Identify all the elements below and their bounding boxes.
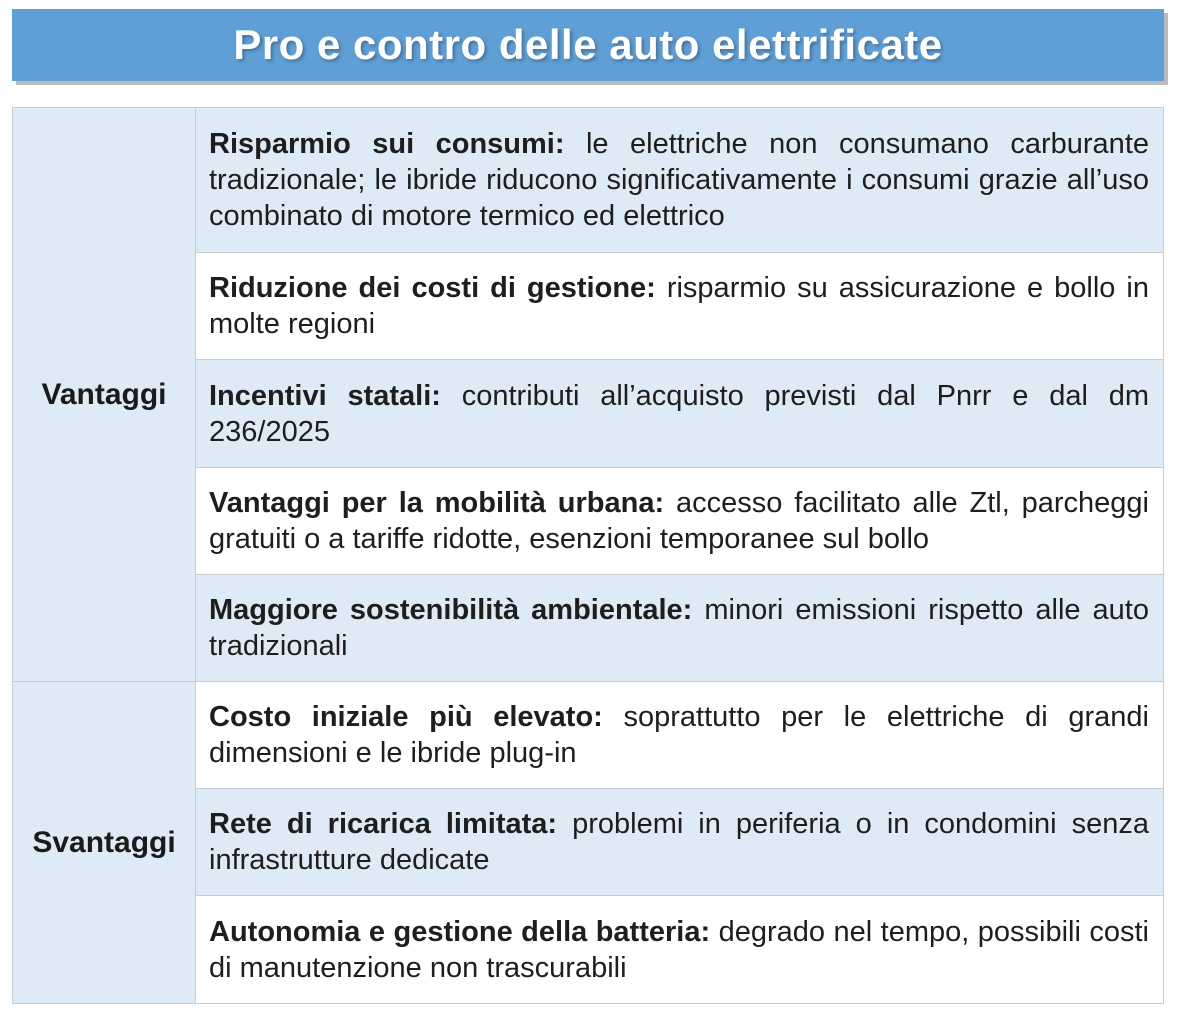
item-term: Incentivi statali:: [209, 379, 441, 412]
item-text: degrado nel tempo, possibili costi di manutenzione non trascurabili: [209, 915, 1150, 984]
item-term: Autonomia e gestione della batteria:: [209, 915, 711, 948]
item-text: minori emissioni rispetto alle auto tradizionali: [209, 594, 1149, 662]
table-row: [13, 682, 1164, 789]
con-item: [196, 682, 1164, 789]
con-item: [196, 896, 1164, 1004]
category-vantaggi: Vantaggi: [13, 108, 196, 682]
pros-cons-table: [12, 107, 1164, 1004]
pro-item: [196, 575, 1164, 682]
item-term: Vantaggi per la mobilità urbana:: [209, 487, 665, 519]
item-term: Risparmio sui consumi:: [209, 128, 565, 160]
pro-item: [196, 253, 1164, 360]
item-term: Maggiore sostenibilità ambientale:: [209, 594, 693, 626]
item-term: Riduzione dei costi di gestione:: [209, 272, 656, 304]
con-item: [196, 789, 1164, 896]
table-row: [13, 108, 1164, 253]
item-text: problemi in periferia o in condomini senza infrastrutture dedicate: [209, 808, 1149, 876]
pro-item: [196, 108, 1164, 253]
item-text: contributi all’acquisto previsti dal Pnrr e dal dm 236/2025: [209, 379, 1150, 448]
item-term: Costo iniziale più elevato:: [209, 701, 603, 733]
page-title: Pro e contro delle auto elettrificate: [233, 21, 943, 68]
pro-item: [196, 468, 1164, 575]
item-text: le elettriche non consumano carburante tradizionale; le ibride riducono significativamente i consumi grazie all’uso combinato di motore termico ed elettrico: [209, 128, 1150, 232]
category-svantaggi: Svantaggi: [13, 682, 196, 1004]
item-text: risparmio su assicurazione e bollo in molte regioni: [209, 272, 1150, 340]
item-text: accesso facilitato alle Ztl, parcheggi gratuiti o a tariffe ridotte, esenzioni temporanee sul bollo: [209, 487, 1150, 555]
title-banner: [12, 9, 1164, 81]
pro-item: [196, 360, 1164, 468]
item-term: Rete di ricarica limitata:: [209, 808, 558, 840]
item-text: soprattutto per le elettriche di grandi dimensioni e le ibride plug-in: [209, 701, 1149, 769]
